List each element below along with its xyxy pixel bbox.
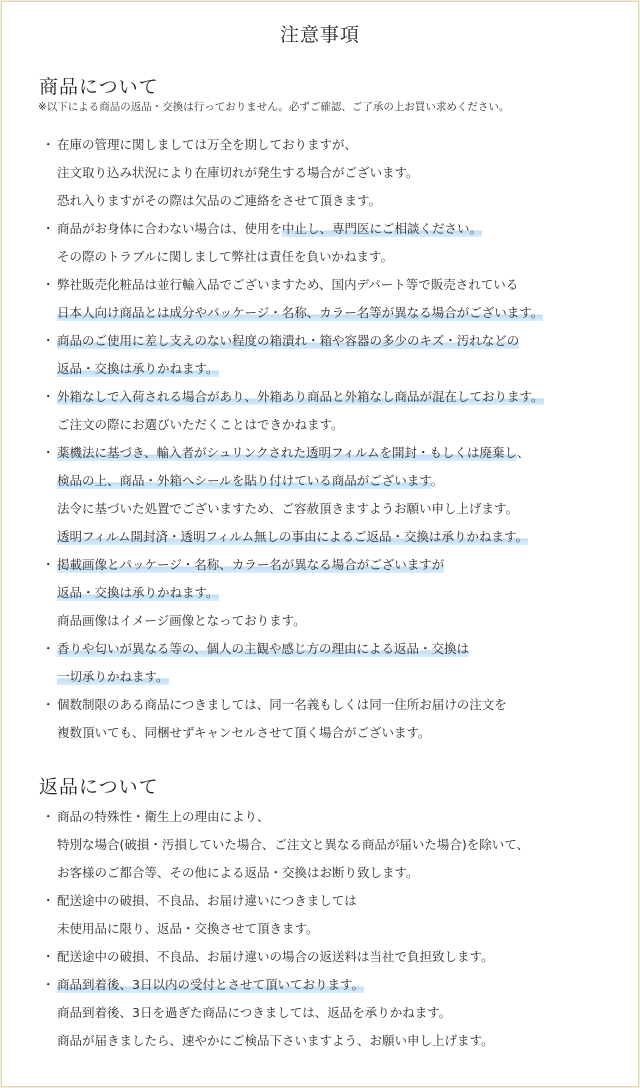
products-line-text (57, 389, 544, 405)
products-line-text: 商品画像はイメージ画像となっております。 (57, 613, 306, 628)
highlight-marker: 返品・交換は承りかねます。 (57, 361, 219, 376)
returns-line (42, 836, 529, 854)
products-line-text: 在庫の管理に関しましては万全を期しておりますが、 (57, 137, 358, 152)
products-line-text: 検品の上、商品・外箱へシールを貼り付けている商品がございます。 (57, 473, 444, 488)
products-line-text (57, 305, 543, 321)
bullet-mark: ・ (42, 277, 55, 292)
products-line (42, 332, 519, 350)
products-line (42, 556, 444, 574)
bullet-mark: ・ (42, 809, 55, 824)
products-line-text: 個数制限のある商品につきましては、同一名義もしくは同一住所お届けの注文を (57, 697, 507, 712)
products-line-text (57, 333, 519, 349)
products-line-text (57, 529, 528, 545)
products-line-text: 法令に基づいた処置でございますため、ご容赦頂きますようお願い申し上げます。 (57, 501, 519, 516)
returns-line-text: 配送途中の破損、不良品、お届け違いにつきましては (57, 893, 357, 908)
products-line (42, 304, 543, 322)
products-line-text (57, 557, 444, 573)
returns-line (42, 920, 319, 938)
products-line (42, 248, 393, 266)
highlight-marker: 香りや匂いが異なる等の、個人の主観や感じ方の理由による返品・交換は (57, 641, 470, 656)
bullet-mark: ・ (42, 697, 55, 712)
bullet-mark: ・ (42, 641, 55, 656)
page-title: 注意事項 (279, 24, 360, 46)
bullet-mark: ・ (42, 389, 55, 404)
products-section-title: 商品について (39, 76, 159, 98)
highlight-marker: 中止し、専門医にご相談ください。 (282, 221, 483, 236)
products-line (42, 276, 518, 294)
highlight-marker: 検品の上、商品・外箱へシールを貼り付けている商品がございます (57, 473, 431, 488)
highlight-marker: 日本人向け商品とは成分やパッケージ・名称、カラー名等が異なる場合がございます。 (57, 305, 544, 320)
products-notice: ※以下による商品の返品・交換は行っておりません。必ずご確認、ご了承の上お買い求めください。 (38, 101, 510, 113)
bullet-mark: ・ (42, 949, 55, 964)
products-line-text: 商品がお身体に合わない場合は、使用を中止し、専門医にご相談ください。 (57, 221, 483, 236)
content-panel (1, 1, 639, 1087)
highlight-marker: 返品・交換は承りかねます。 (57, 585, 219, 600)
returns-line-text: お客様のご都合等、その他による返品・交換はお断り致します。 (57, 865, 419, 880)
returns-line-text: 未使用品に限り、返品・交換させて頂きます。 (57, 921, 319, 936)
products-line-text: ご注文の際にお選びいただくことはできかねます。 (57, 417, 344, 432)
returns-line-text: 特別な場合(破損・汚損していた場合、ご注文と異なる商品が届いた場合)を除いて、 (57, 837, 530, 852)
highlight-marker: 薬機法に基づき、輸入者がシュリンクされた透明フィルムを開封・もしくは廃棄し (57, 445, 518, 460)
returns-line (42, 976, 364, 994)
products-line (42, 220, 482, 238)
returns-line-text: 配送途中の破損、不良品、お届け違いの場合の返送料は当社で負担致します。 (57, 949, 494, 964)
returns-line (42, 808, 270, 826)
products-line-text: 弊社販売化粧品は並行輸入品でございますため、国内デパート等で販売されている (57, 277, 519, 292)
bullet-mark: ・ (42, 445, 55, 460)
products-line-text: 注文取り込み状況により在庫切れが発生する場合がございます。 (57, 165, 419, 180)
products-line-text (57, 641, 469, 657)
returns-line (42, 948, 494, 966)
returns-line (42, 1032, 494, 1050)
products-line (42, 640, 469, 658)
products-line (42, 388, 544, 406)
highlight-marker: 一切承りかねます。 (57, 669, 169, 684)
bullet-mark: ・ (42, 977, 55, 992)
returns-line (42, 864, 419, 882)
bullet-mark: ・ (42, 137, 55, 152)
highlight-marker: 外箱なしで入荷される場合があり、外箱あり商品と外箱なし商品が混在しております。 (57, 389, 544, 404)
returns-section-title: 返品について (39, 776, 159, 798)
products-line (42, 612, 306, 630)
returns-line (42, 892, 357, 910)
products-line (42, 136, 357, 154)
products-line (42, 724, 431, 742)
bullet-mark: ・ (42, 333, 55, 348)
bullet-mark: ・ (42, 221, 55, 236)
products-line (42, 444, 530, 462)
returns-line-text: 商品の特殊性・衛生上の理由により、 (57, 809, 270, 824)
products-line (42, 696, 507, 714)
returns-line-text: 商品が届きましたら、速やかにご検品下さいますよう、お願い申し上げます。 (57, 1033, 494, 1048)
products-line (42, 360, 219, 378)
products-line-text (57, 361, 219, 377)
bullet-mark: ・ (42, 893, 55, 908)
products-line-text: 薬機法に基づき、輸入者がシュリンクされた透明フィルムを開封・もしくは廃棄し、 (57, 445, 530, 460)
products-line (42, 192, 381, 210)
highlight-marker: 商品到着後、3日以内の受付とさせて頂いております。 (57, 977, 364, 992)
products-line-text: 恐れ入りますがその際は欠品のご連絡をさせて頂きます。 (57, 193, 382, 208)
products-line (42, 164, 419, 182)
returns-line-text (57, 977, 364, 993)
products-line-text (57, 585, 219, 601)
products-line-text: 複数頂いても、同梱せずキャンセルさせて頂く場合がございます。 (57, 725, 431, 740)
products-line (42, 584, 219, 602)
products-line (42, 416, 344, 434)
products-line (42, 500, 518, 518)
highlight-marker: 掲載画像とパッケージ・名称、カラー名が異なる場合がございますが (57, 557, 445, 572)
products-line (42, 528, 528, 546)
products-line (42, 472, 443, 490)
products-line-text (57, 669, 169, 685)
returns-line-text: 商品到着後、3日を過ぎた商品につきましては、返品を承りかねます。 (57, 1005, 452, 1020)
products-line (42, 668, 169, 686)
highlight-marker: 商品のご使用に差し支えのない程度の箱潰れ・箱や容器の多少のキズ・汚れなどの (57, 333, 520, 348)
bullet-mark: ・ (42, 557, 55, 572)
products-line-text: その際のトラブルに関しまして弊社は責任を負いかねます。 (57, 249, 394, 264)
returns-line (42, 1004, 451, 1022)
highlight-marker: 透明フィルム開封済・透明フィルム無しの事由によるご返品・交換は承りかねます。 (57, 529, 529, 544)
